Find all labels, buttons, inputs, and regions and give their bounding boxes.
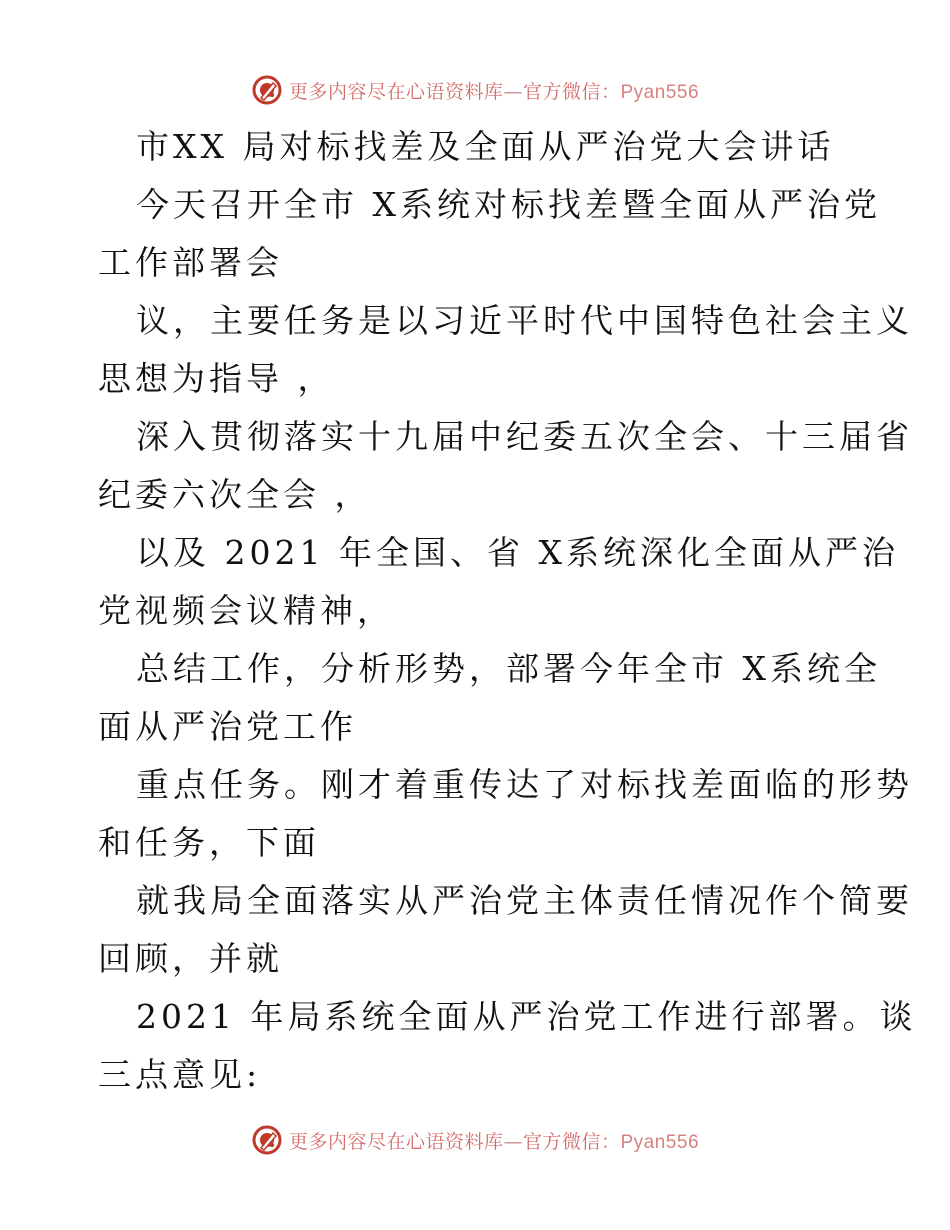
banner-main-text: 更多内容尽在心语资料库 [288,1130,504,1153]
document-line: 2021 年局系统全面从严治党工作进行部署。谈 [136,997,917,1036]
document-line: 工作部署会 [98,243,283,282]
banner-contact-label: 官方微信： [522,80,621,103]
banner-text [289,77,699,104]
document-line: 三点意见: [98,1055,262,1094]
pen-nib-logo-icon [251,74,283,106]
document-body [98,118,917,1104]
banner-separator: — [503,1130,523,1153]
document-line: 今天召开全市 X系统对标找差暨全面从严治党 [136,185,881,224]
header-banner-inner [251,74,699,106]
document-line: 纪委六次全会 ， [98,475,372,514]
footer-banner [0,1120,950,1160]
document-line: 和任务，下面 [98,823,320,862]
banner-contact-label: 官方微信： [522,1130,621,1153]
banner-text [289,1127,699,1154]
banner-contact-id: Pyan556 [620,1131,700,1153]
document-line: 回顾，并就 [98,939,283,978]
document-line: 面从严治党工作 [98,707,357,746]
pen-nib-logo-icon [251,1124,283,1156]
banner-contact-id: Pyan556 [620,81,700,103]
document-line: 重点任务。刚才着重传达了对标找差面临的形势 [136,765,913,804]
document-line: 议，主要任务是以习近平时代中国特色社会主义 [136,301,913,340]
document-line: 思想为指导 ， [98,359,335,398]
header-banner [0,70,950,110]
banner-main-text: 更多内容尽在心语资料库 [288,80,504,103]
document-line: 市XX 局对标找差及全面从严治党大会讲话 [136,127,835,166]
document-line: 就我局全面落实从严治党主体责任情况作个简要 [136,881,913,920]
document-line: 总结工作，分析形势，部署今年全市 X系统全 [136,649,881,688]
document-line: 以及 2021 年全国、省 X系统深化全面从严治 [136,533,899,572]
footer-banner-inner [251,1124,699,1156]
document-line: 党视频会议精神， [98,591,394,630]
document-line: 深入贯彻落实十九届中纪委五次全会、十三届省 [136,417,913,456]
banner-separator: — [503,80,523,103]
